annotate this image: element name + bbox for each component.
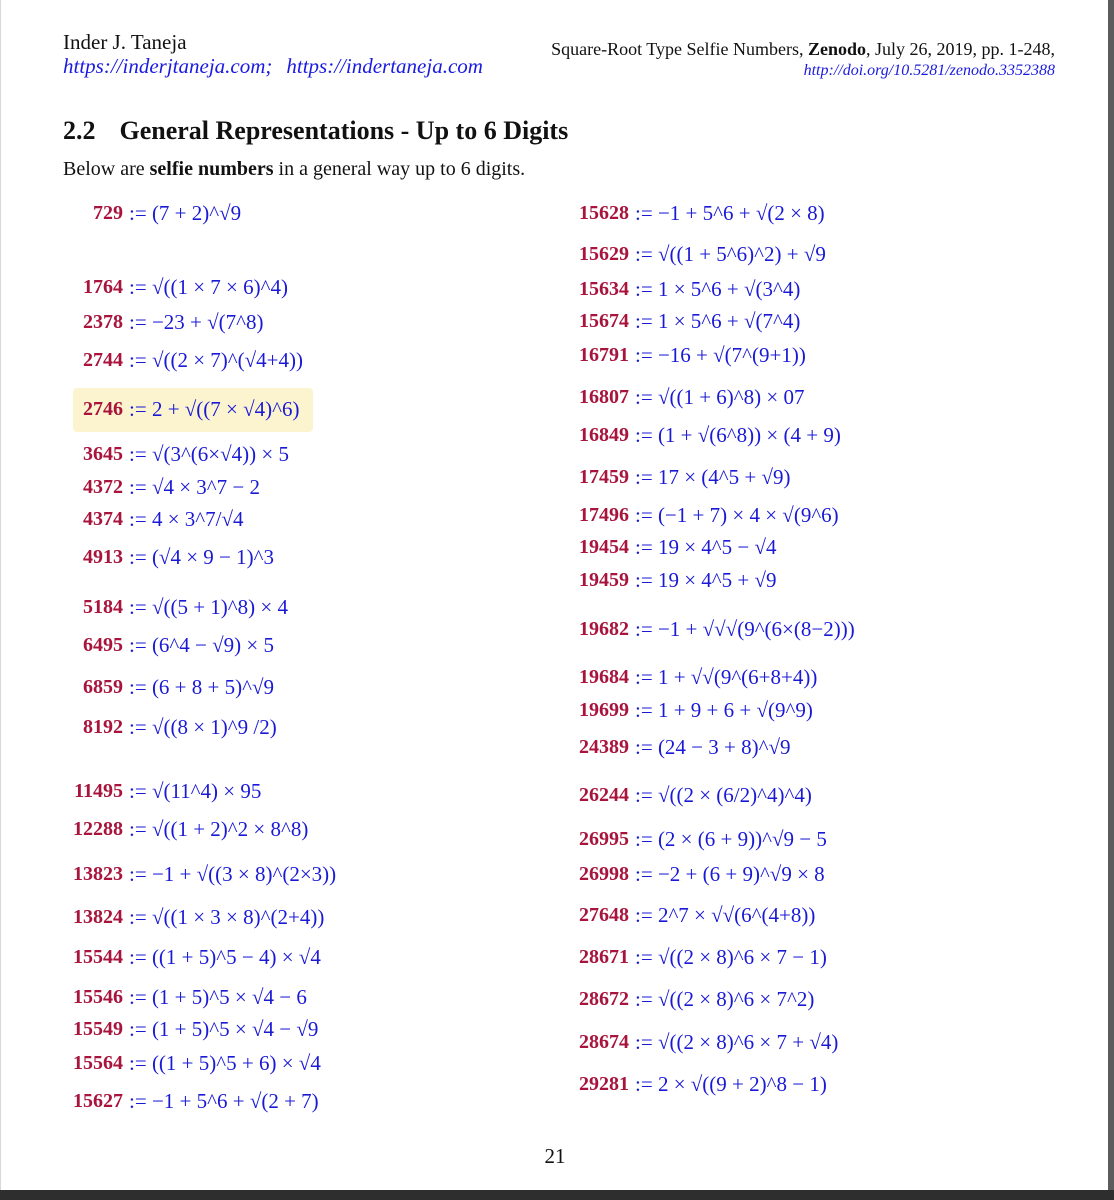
- page-number: 21: [544, 1144, 566, 1168]
- equation-row: [63, 710, 277, 744]
- selfie-number: 19454: [579, 535, 629, 558]
- selfie-number: 26998: [579, 862, 629, 885]
- expression: := −23 + √(7^8): [129, 310, 264, 335]
- equation-row: [563, 272, 800, 306]
- expression: := −1 + 5^6 + √(2 × 8): [635, 201, 825, 226]
- expression: := −1 + √√√(9^(6×(8−2))): [635, 617, 855, 642]
- equation-row: [563, 898, 815, 932]
- section-heading: [63, 116, 568, 146]
- expression: := √4 × 3^7 − 2: [129, 475, 260, 500]
- equation-row: [563, 418, 841, 452]
- equation-row: [563, 778, 812, 812]
- equation-row: [63, 196, 241, 230]
- expression: := (7 + 2)^√9: [129, 201, 241, 226]
- expression: := √(11^4) × 95: [129, 779, 261, 804]
- selfie-number: 28671: [579, 945, 629, 968]
- section-title: General Representations - Up to 6 Digits: [119, 116, 569, 145]
- expression: := −1 + 5^6 + √(2 + 7): [129, 1089, 319, 1114]
- equation-row: [63, 900, 324, 934]
- equation-row: [63, 628, 274, 662]
- intro-text: [63, 158, 525, 181]
- selfie-number: 6495: [83, 633, 123, 656]
- selfie-number: 16807: [579, 385, 629, 408]
- selfie-number: 15634: [579, 277, 629, 300]
- selfie-number: 16791: [579, 343, 629, 366]
- expression: := (1 + 5)^5 × √4 − √9: [129, 1017, 318, 1042]
- author-name: Inder J. Taneja: [63, 30, 187, 54]
- equation-row: [63, 1084, 319, 1118]
- expression: := −1 + √((3 × 8)^(2×3)): [129, 862, 336, 887]
- selfie-number: 26244: [579, 783, 629, 806]
- equation-row: [63, 857, 336, 891]
- equation-row: [563, 1025, 838, 1059]
- doi-link[interactable]: http://doi.org/10.5281/zenodo.3352388: [803, 62, 1055, 79]
- intro-before: Below are: [63, 158, 150, 180]
- selfie-number: 15674: [579, 309, 629, 332]
- expression: := √((2 × 8)^6 × 7 + √4): [635, 1030, 838, 1055]
- expression: := −2 + (6 + 9)^√9 × 8: [635, 862, 825, 887]
- header-left: [63, 30, 483, 78]
- equation-row: [563, 380, 804, 414]
- citation-venue: Zenodo: [807, 39, 866, 59]
- selfie-number: 29281: [579, 1072, 629, 1095]
- equation-row: [563, 304, 800, 338]
- expression: := √((5 + 1)^8) × 4: [129, 595, 288, 620]
- expression: := √((2 × (6/2)^4)^4): [635, 783, 812, 808]
- selfie-number: 8192: [83, 715, 123, 738]
- equation-row: [63, 590, 288, 624]
- equation-row: [563, 237, 826, 271]
- citation-suffix: , July 26, 2019, pp. 1-248,: [866, 39, 1055, 59]
- selfie-number: 15629: [579, 242, 629, 265]
- expression: := (√4 × 9 − 1)^3: [129, 545, 274, 570]
- equation-row: [563, 982, 814, 1016]
- equation-row: [63, 540, 274, 574]
- expression: := (1 + 5)^5 × √4 − 6: [129, 985, 307, 1010]
- equation-row: [563, 730, 791, 764]
- selfie-number: 15549: [73, 1017, 123, 1040]
- equation-row: [563, 530, 777, 564]
- expression: := 4 × 3^7/√4: [129, 507, 244, 532]
- viewer-scroll-edge: [1108, 0, 1114, 1190]
- equation-row: [63, 1012, 318, 1046]
- expression: := √((1 + 6)^8) × 07: [635, 385, 804, 410]
- selfie-number: 12288: [73, 817, 123, 840]
- expression: := (−1 + 7) × 4 × √(9^6): [635, 503, 839, 528]
- expression: := 2 × √((9 + 2)^8 − 1): [635, 1072, 827, 1097]
- expression: := 19 × 4^5 − √4: [635, 535, 777, 560]
- selfie-number: 19684: [579, 665, 629, 688]
- equation-row: [63, 437, 289, 471]
- expression: := 17 × (4^5 + √9): [635, 465, 791, 490]
- author-link-2[interactable]: https://indertaneja.com: [286, 54, 483, 78]
- section-number: 2.2: [63, 116, 96, 145]
- selfie-number: 3645: [83, 442, 123, 465]
- selfie-number: 2746: [83, 397, 123, 420]
- selfie-number: 15627: [73, 1089, 123, 1112]
- equation-row: [563, 498, 839, 532]
- selfie-number: 4372: [83, 475, 123, 498]
- expression: := ((1 + 5)^5 + 6) × √4: [129, 1051, 321, 1076]
- equation-row: [63, 343, 303, 377]
- expression: := 1 + √√(9^(6+8+4)): [635, 665, 817, 690]
- selfie-number: 24389: [579, 735, 629, 758]
- expression: := √((1 × 7 × 6)^4): [129, 275, 288, 300]
- selfie-number: 19699: [579, 698, 629, 721]
- equation-row: [63, 812, 308, 846]
- equation-row: [63, 502, 244, 536]
- selfie-number: 6859: [83, 675, 123, 698]
- selfie-number: 13823: [73, 862, 123, 885]
- selfie-number: 17496: [579, 503, 629, 526]
- equation-row: [63, 670, 274, 704]
- equation-row: [563, 1067, 827, 1101]
- expression: := √((1 + 2)^2 × 8^8): [129, 817, 308, 842]
- equation-row: [563, 196, 825, 230]
- paper-citation: [551, 38, 1055, 60]
- expression: := 2 + √((7 × √4)^6): [129, 397, 300, 422]
- equation-row: [563, 660, 817, 694]
- selfie-number: 11495: [74, 779, 123, 802]
- selfie-number: 2744: [83, 348, 123, 371]
- equation-row: [63, 774, 261, 808]
- selfie-number: 1764: [83, 275, 123, 298]
- equation-row: [563, 857, 825, 891]
- selfie-number: 27648: [579, 903, 629, 926]
- intro-after: in a general way up to 6 digits.: [273, 158, 526, 180]
- selfie-number: 729: [93, 201, 123, 224]
- selfie-number: 16849: [579, 423, 629, 446]
- selfie-number: 17459: [579, 465, 629, 488]
- citation-prefix: Square-Root Type Selfie Numbers,: [551, 39, 808, 59]
- expression: := (24 − 3 + 8)^√9: [635, 735, 791, 760]
- equation-row: [63, 392, 300, 426]
- equation-row: [563, 612, 855, 646]
- selfie-number: 15546: [73, 985, 123, 1008]
- selfie-number: 5184: [83, 595, 123, 618]
- selfie-number: 28674: [579, 1030, 629, 1053]
- equation-row: [63, 940, 321, 974]
- selfie-number: 2378: [83, 310, 123, 333]
- expression: := 1 + 9 + 6 + √(9^9): [635, 698, 813, 723]
- selfie-number: 15564: [73, 1051, 123, 1074]
- expression: := √((2 × 8)^6 × 7^2): [635, 987, 814, 1012]
- expression: := 2^7 × √√(6^(4+8)): [635, 903, 815, 928]
- expression: := √((1 + 5^6)^2) + √9: [635, 242, 826, 267]
- equation-row: [63, 980, 307, 1014]
- expression: := (2 × (6 + 9))^√9 − 5: [635, 827, 827, 852]
- expression: := 19 × 4^5 + √9: [635, 568, 777, 593]
- expression: := (6 + 8 + 5)^√9: [129, 675, 274, 700]
- expression: := ((1 + 5)^5 − 4) × √4: [129, 945, 321, 970]
- equation-row: [563, 338, 806, 372]
- equation-row: [63, 305, 264, 339]
- expression: := 1 × 5^6 + √(7^4): [635, 309, 800, 334]
- expression: := (1 + √(6^8)) × (4 + 9): [635, 423, 841, 448]
- equation-row: [563, 693, 813, 727]
- author-link-1[interactable]: https://inderjtaneja.com;: [63, 54, 273, 78]
- selfie-number: 28672: [579, 987, 629, 1010]
- expression: := 1 × 5^6 + √(3^4): [635, 277, 800, 302]
- selfie-number: 13824: [73, 905, 123, 928]
- expression: := √(3^(6×√4)) × 5: [129, 442, 289, 467]
- expression: := √((2 × 8)^6 × 7 − 1): [635, 945, 827, 970]
- selfie-number: 19682: [579, 617, 629, 640]
- equation-row: [63, 1046, 321, 1080]
- expression: := √((2 × 7)^(√4+4)): [129, 348, 303, 373]
- intro-bold: selfie numbers: [149, 158, 274, 180]
- expression: := √((1 × 3 × 8)^(2+4)): [129, 905, 324, 930]
- equation-row: [563, 460, 791, 494]
- expression: := (6^4 − √9) × 5: [129, 633, 274, 658]
- equation-row: [63, 470, 260, 504]
- author-links: [63, 54, 483, 78]
- equation-row: [63, 270, 288, 304]
- selfie-number: 15544: [73, 945, 123, 968]
- header-right: [551, 38, 1055, 82]
- equation-row: [563, 940, 827, 974]
- selfie-number: 26995: [579, 827, 629, 850]
- selfie-number: 19459: [579, 568, 629, 591]
- selfie-number: 15628: [579, 201, 629, 224]
- equation-row: [563, 822, 827, 856]
- viewer-bottom-bar: [0, 1190, 1114, 1200]
- equation-row: [563, 563, 777, 597]
- expression: := −16 + √(7^(9+1)): [635, 343, 806, 368]
- selfie-number: 4374: [83, 507, 123, 530]
- expression: := √((8 × 1)^9 /2): [129, 715, 277, 740]
- selfie-number: 4913: [83, 545, 123, 568]
